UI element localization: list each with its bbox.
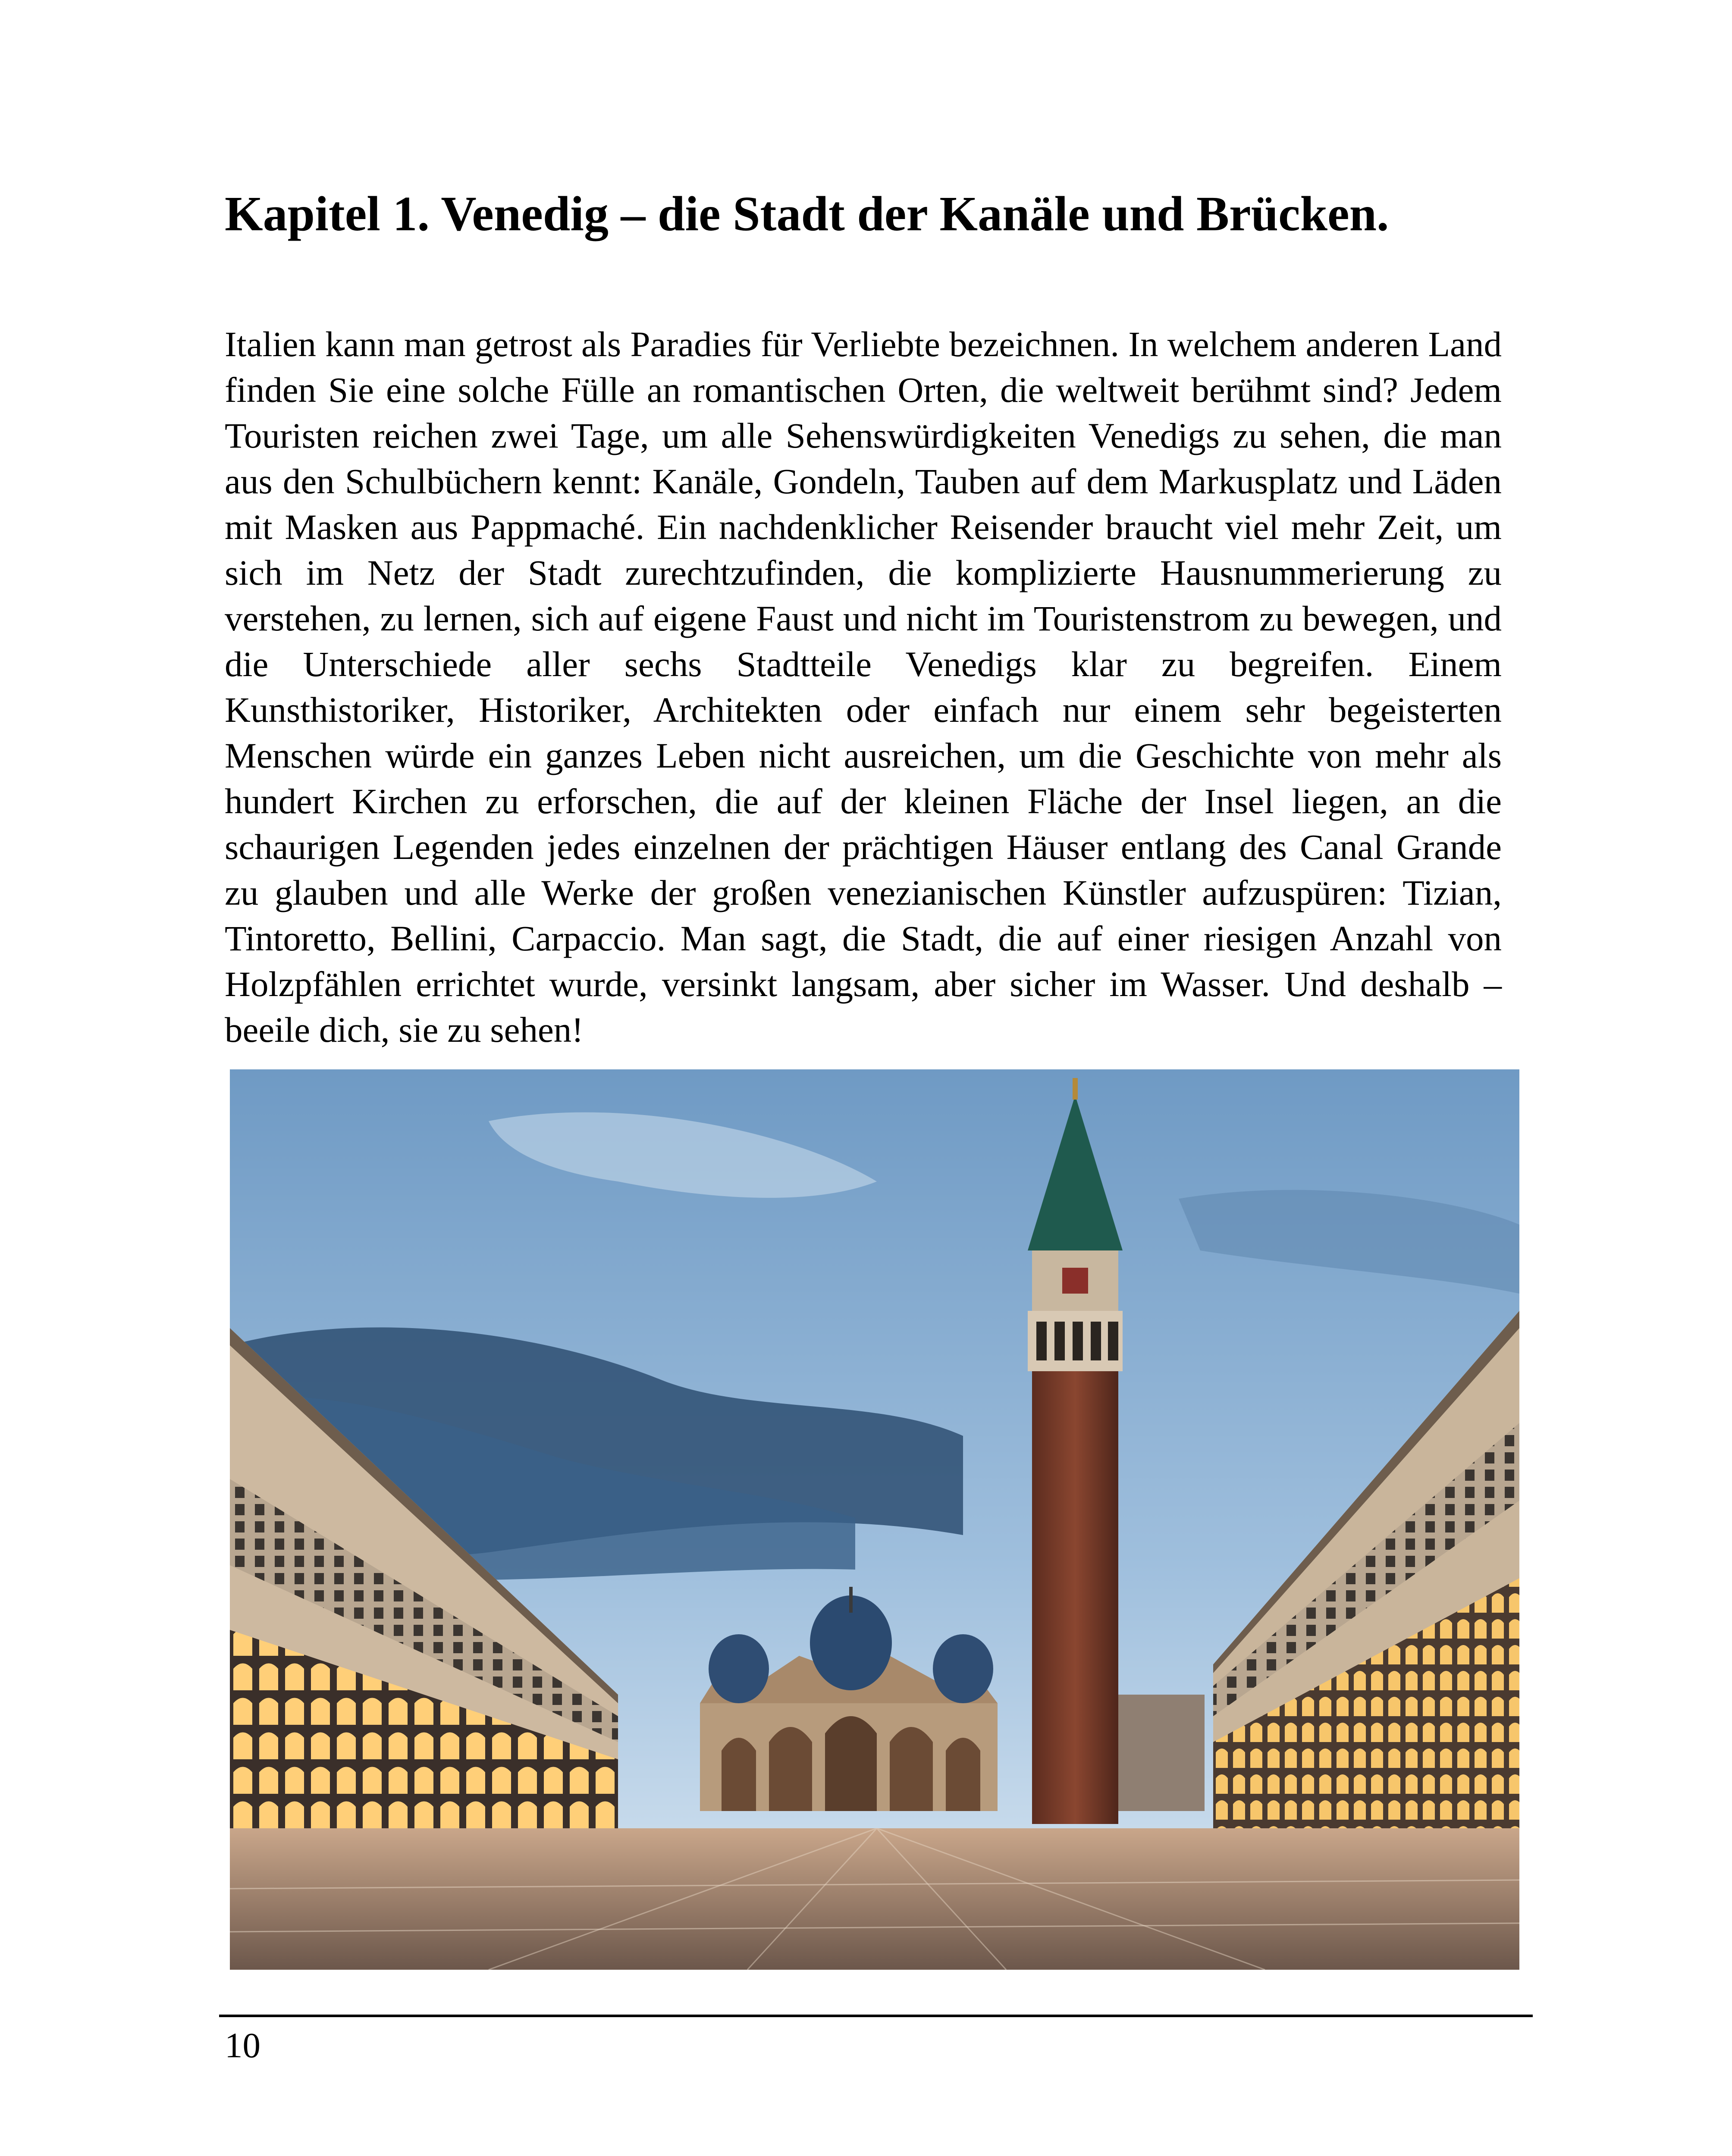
- chapter-title: Kapitel 1. Venedig – die Stadt der Kanäle und Brücken.: [225, 186, 1389, 241]
- page-number: 10: [225, 2025, 260, 2065]
- footer-rule: [219, 2015, 1533, 2017]
- body-paragraph: Italien kann man getrost als Paradies für Verliebte bezeichnen. In welchem anderen Land finden Sie eine solche Fülle an romantischen Orten, die weltweit berühmt sind? Jedem Touristen reichen zwei Tage, um alle Sehenswürdigkeiten Venedigs zu sehen, die man aus den Schulbüchern kennt: Kanäle, Gondeln, Tauben auf dem Markusplatz und Läden mit Masken aus Pappmaché. Ein nachdenklicher Reisender braucht viel mehr Zeit, um sich im Netz der Stadt zurechtzufinden, die komplizierte Hausnummerierung zu verstehen, zu lernen, sich auf eigene Faust und nicht im Touristenstrom zu bewegen, und die Unterschiede aller sechs Stadtteile Venedigs klar zu begreifen. Einem Kunsthistoriker, Historiker, Architekten oder einfach nur einem sehr begeisterten Menschen würde ein ganzes Leben nicht ausreichen, um die Geschichte von mehr als hundert Kirchen zu erforschen, die auf der kleinen Fläche der Insel liegen, an die schaurigen Legenden jedes einzelnen der prächtigen Häuser entlang des Canal Grande zu glauben und alle Werke der großen venezianischen Künstler aufzuspüren: Tizian, Tintoretto, Bellini, Carpaccio. Man sagt, die Stadt, die auf einer riesigen Anzahl von Holzpfählen errichtet wurde, versinkt langsam, aber sicher im Wasser. Und deshalb – beeile dich, sie zu sehen!: [225, 324, 1502, 1050]
- photo-piazza-san-marco: [230, 1069, 1519, 1970]
- photo-illustration: [230, 1069, 1519, 1970]
